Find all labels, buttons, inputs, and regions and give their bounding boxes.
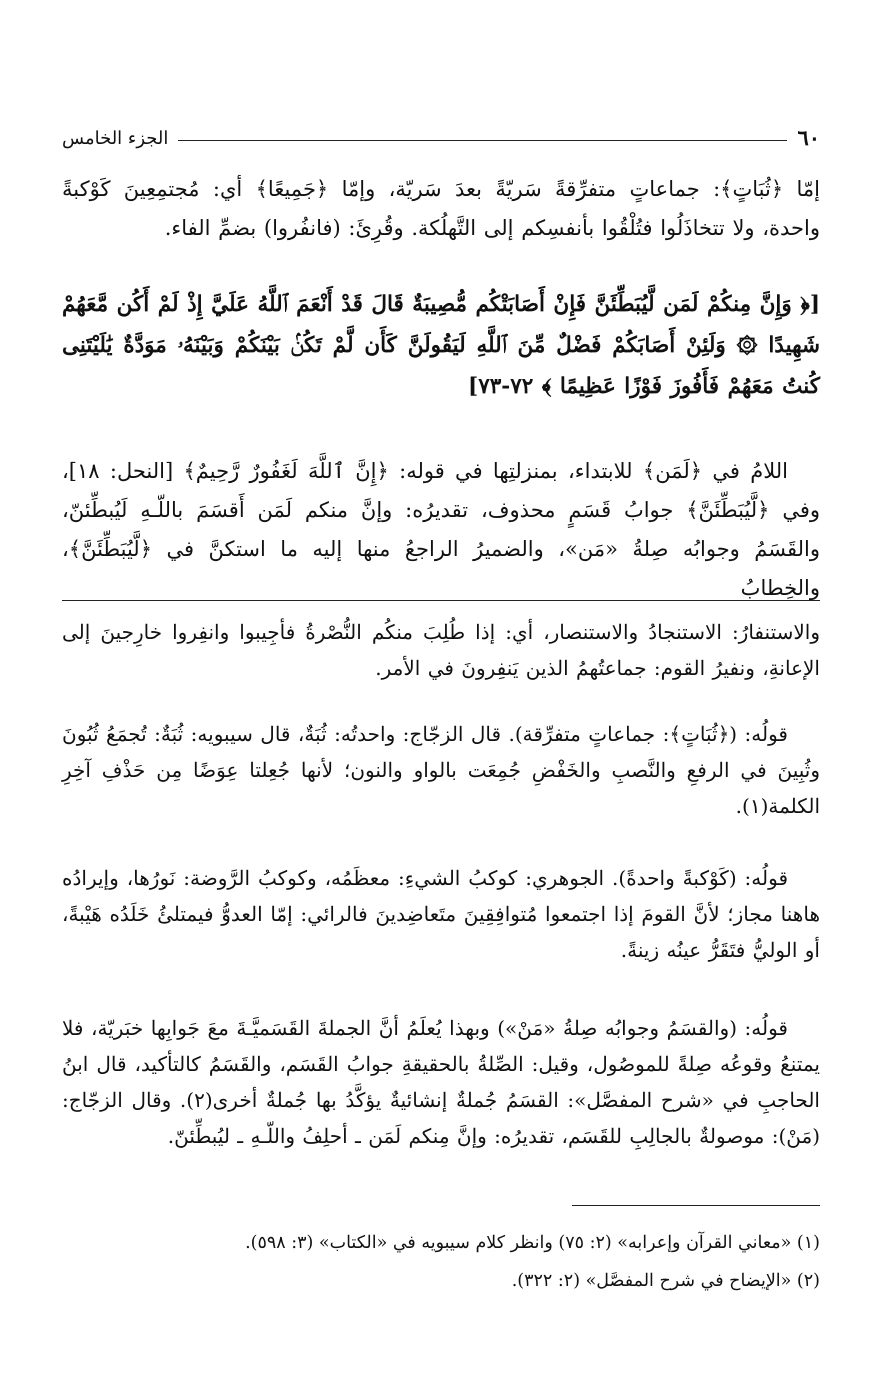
main-text-top	[62, 170, 820, 248]
main-paragraph-1: إمّا ﴿ثُبَاتٍ﴾: جماعاتٍ متفرِّقةً سَريّةً بعدَ سَريّة، وإمّا ﴿جَمِيعًا﴾ أي: مُجتمِعِينَ كَوْكبةً واحدة، ولا تتخاذَلُوا فتُلْقُوا بأنفسِكم إلى التَّهلُكة. وقُرِئَ: (فانفُروا) بضمِّ الفاء.	[62, 177, 820, 240]
part-title: الجزء الخامس	[62, 128, 169, 149]
header-rule	[178, 140, 787, 141]
main-paragraph-2: اللامُ في ﴿لَمَن﴾ للابتداء، بمنزلتِها في قوله: ﴿إِنَّ ٱللَّهَ لَغَفُورٌ رَّحِيمٌ﴾ [النحل: ١٨]، وفي ﴿لَّيُبَطِّئَنَّ﴾ جوابُ قَسَمٍ محذوف، تقديرُه: وإنَّ منكم لَمَن أَقسَمَ باللّـهِ لَيُبطِّئنّ، والقَسَمُ وجوابُه صِلةُ «مَن»، والضميرُ الراجعُ منها إليه ما استكنَّ في ﴿لَّيُبَطِّئَنَّ﴾، والخِطابُ	[62, 459, 820, 600]
commentary-block-4	[62, 1010, 820, 1154]
footnote-rule	[572, 1205, 820, 1206]
footnotes	[62, 1224, 820, 1300]
verse-text: [﴿ وَإِنَّ مِنكُمْ لَمَن لَّيُبَطِّئَنَّ فَإِنْ أَصَابَتْكُم مُّصِيبَةٌ قَالَ قَدْ أَنْعَمَ ٱللَّهُ عَلَيَّ إِذْ لَمْ أَكُن مَّعَهُمْ شَهِيدًا ۞ وَلَئِنْ أَصَابَكُمْ فَضْلٌ مِّنَ ٱللَّهِ لَيَقُولَنَّ كَأَن لَّمْ تَكُنۢ بَيْنَكُمْ وَبَيْنَهُۥ مَوَدَّةٌ يَٰلَيْتَنِى كُنتُ مَعَهُمْ فَأَفُوزَ فَوْزًا عَظِيمًا ﴾ ٧٢-٧٣]	[62, 292, 820, 399]
commentary-paragraph-3: قولُه: (كَوْكبةً واحدةً). الجوهري: كوكبُ الشيءِ: معظَمُه، وكوكبُ الرَّوضة: نَورُها، وإيرادُه هاهنا مجاز؛ لأنَّ القومَ إذا اجتمعوا مُتوافِقِينَ متَعاضِدينَ فالرائي: إمّا العدوُّ فيمتلئُ خَلَدُه هَيْبةً، أو الوليُّ فتَقَرُّ عينُه زينةً.	[62, 866, 820, 962]
footnote-1: (١) «معاني القرآن وإعرابه» (٢: ٧٥) وانظر كلام سيبويه في «الكتاب» (٣: ٥٩٨).	[245, 1233, 820, 1253]
main-text-bottom	[62, 452, 820, 608]
commentary-paragraph-4: قولُه: (والقسَمُ وجوابُه صِلةُ «مَنْ») وبهذا يُعلَمُ أنَّ الجملةَ القَسَميَّـةَ معَ جَوابِها خبَريّة، فلا يمتنعُ وقوعُه صِلةً للموصُول، وقيل: الصِّلةُ بالحقيقةِ جوابُ القَسَم، والقَسَمُ كالتأكيد، قال ابنُ الحاجبِ في «شرح المفصَّل»: القسَمُ جُملةٌ إنشائيةٌ يؤكَّدُ بها جُملةٌ أخرى(٢). وقال الزجّاج: (مَنْ): موصولةٌ بالجالِبِ للقَسَم، تقديرُه: وإنَّ مِنكم لَمَن ـ أحلِفُ واللّـهِ ـ ليُبطِّئنّ.	[62, 1016, 820, 1148]
quran-verse	[62, 284, 820, 407]
commentary-paragraph-2: قولُه: (﴿ثُبَاتٍ﴾: جماعاتٍ متفرِّقة). قال الزجّاج: واحدتُه: ثُبَةٌ، قال سيبويه: ثُبَةٌ: تُجمَعُ ثُبُونَ وثُبِينَ في الرفعِ والنَّصبِ والخَفْضِ جُمِعَت بالواو والنون؛ لأنها جُعِلتا عِوَضًا مِن حَذْفِ آخِرِ الكلمة(١).	[62, 722, 820, 818]
footnote-2: (٢) «الإيضاح في شرح المفصَّل» (٢: ٣٢٢).	[511, 1271, 820, 1291]
commentary-block-2	[62, 716, 820, 824]
running-header	[62, 112, 820, 148]
text-commentary-divider	[62, 600, 820, 601]
page-number: ٦٠	[797, 125, 820, 150]
commentary-paragraph-1: والاستنفارُ: الاستنجادُ والاستنصار، أي: إذا طُلِبَ منكُم النُّصْرةُ فأجِيبوا وانفِروا خارِجينَ إلى الإعانةِ، ونفيرُ القوم: جماعتُهمُ الذين يَنفِرونَ في الأمر.	[62, 620, 820, 680]
commentary-block-1	[62, 614, 820, 686]
commentary-block-3	[62, 860, 820, 968]
